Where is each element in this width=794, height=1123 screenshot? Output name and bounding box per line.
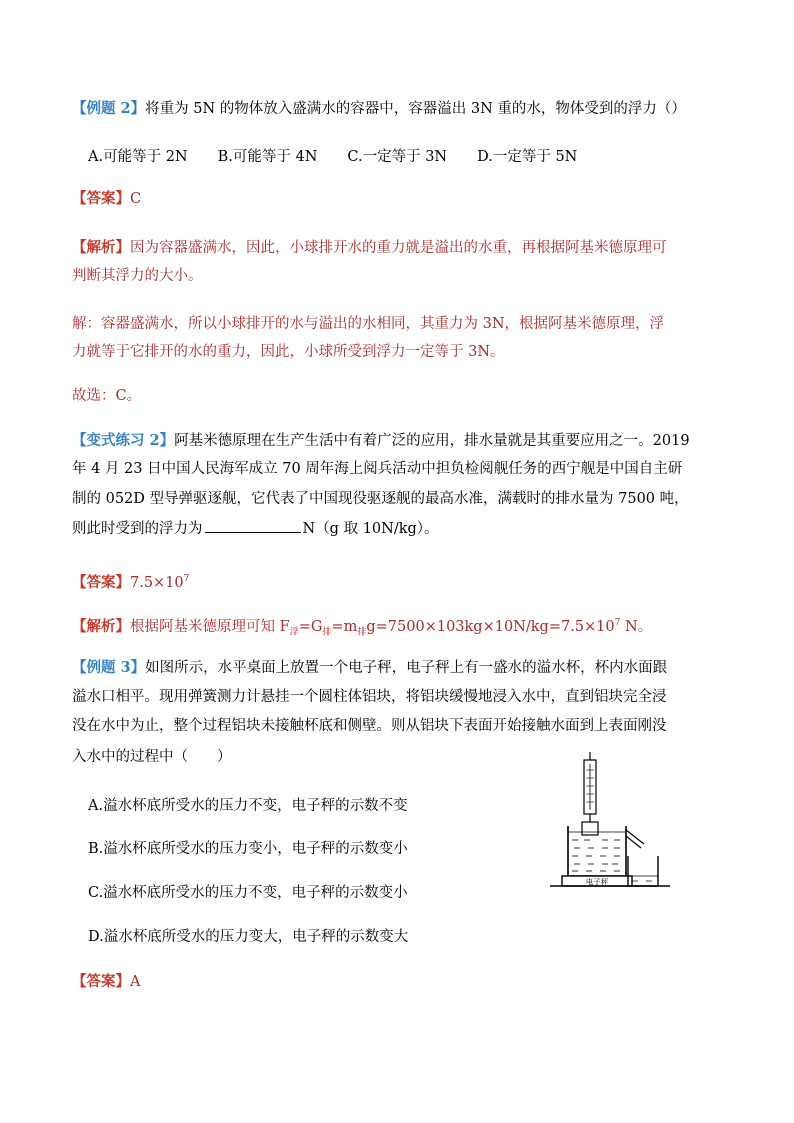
example3-option-c: C.溢水杯底所受水的压力不变，电子秤的示数变小 <box>88 885 408 901</box>
example2-options <box>88 146 607 168</box>
variant2-line2: 年 4 月 23 日中国人民海军成立 70 周年海上阅兵活动中担负检阅舰任务的西宁舰是中国自主研 <box>72 461 683 477</box>
variant2-label: 【变式练习 2】 <box>72 432 175 449</box>
variant2-eq-m: =m <box>331 618 358 635</box>
example2-solution-line1: 解：容器盛满水，所以小球排开的水与溢出的水相同，其重力为 3N，根据阿基米德原理，浮 <box>72 316 665 332</box>
example2-label: 【例题 2】 <box>72 100 146 117</box>
variant2-eq-g: =G <box>298 618 323 635</box>
example3-answer-label: 【答案】 <box>72 973 130 990</box>
variant2-sub-pai2: 排 <box>357 627 367 638</box>
variant2-text1: 阿基米德原理在生产生活中有着广泛的应用，排水量就是其重要应用之一。2019 <box>174 433 690 449</box>
variant2-answer <box>72 568 189 594</box>
example3-line2: 溢水口相平。现用弹簧测力计悬挂一个圆柱体铝块，将铝块缓慢地浸入水中，直到铝块完全浸 <box>72 689 667 705</box>
scale-label: 电子秤 <box>585 877 609 887</box>
example2-choose: 故选：C。 <box>72 388 142 404</box>
example3-label: 【例题 3】 <box>72 659 146 676</box>
spring-scale-icon <box>584 752 596 822</box>
example2-analysis-line2: 判断其浮力的大小。 <box>72 268 203 284</box>
example2-solution-line2: 力就等于它排开的水的重力，因此，小球所受到浮力一定等于 3N。 <box>72 344 505 360</box>
variant2-eq-rest: g=7500×103kg×10N/kg=7.5×10 <box>366 618 615 635</box>
example2-option-b: B.可能等于 4N <box>217 149 318 165</box>
variant2-answer-label: 【答案】 <box>72 573 130 591</box>
variant2-line4 <box>72 518 439 540</box>
example3-text1: 如图所示，水平桌面上放置一个电子秤，电子秤上有一盛水的溢水杯，杯内水面跟 <box>145 660 668 676</box>
variant2-text4-post: N（g 取 10N/kg）。 <box>302 521 439 537</box>
fill-in-blank <box>205 518 301 533</box>
overflow-cup-diagram <box>548 752 672 892</box>
variant2-sub-float: 浮 <box>289 627 299 638</box>
variant2-line3: 制的 052D 型导弹驱逐舰，它代表了中国现役驱逐舰的最高水准，满载时的排水量为 7500 吨， <box>72 491 689 507</box>
variant2-sub-pai1: 排 <box>322 627 332 638</box>
variant2-line1 <box>72 430 690 452</box>
variant2-analysis-label: 【解析】 <box>72 617 130 635</box>
variant2-answer-base: 7.5×10 <box>130 574 184 591</box>
example2-option-c: C.一定等于 3N <box>347 149 448 165</box>
example2-analysis-label: 【解析】 <box>72 239 130 256</box>
overflow-cup-icon <box>568 826 644 876</box>
variant2-analysis-pre: 根据阿基米德原理可知 F <box>130 618 290 635</box>
example2-answer <box>72 188 141 210</box>
example2-answer-value: C <box>130 191 142 207</box>
example2-analysis-text1: 因为容器盛满水，因此，小球排开水的重力就是溢出的水重，再根据阿基米德原理可 <box>130 240 667 256</box>
example3-line3: 没在水中为止，整个过程铝块未接触杯底和侧壁。则从铝块下表面开始接触水面到上表面刚没 <box>72 718 667 734</box>
example3-option-b: B.溢水杯底所受水的压力变小，电子秤的示数变小 <box>88 841 408 857</box>
example2-option-a: A.可能等于 2N <box>88 149 188 165</box>
example2-answer-label: 【答案】 <box>72 190 130 207</box>
example2-option-d: D.一定等于 5N <box>477 149 578 165</box>
variant2-analysis <box>72 612 652 644</box>
example3-option-a: A.溢水杯底所受水的压力不变，电子秤的示数不变 <box>88 798 408 814</box>
variant2-exp: 7 <box>614 618 621 628</box>
example2-question-text: 将重为 5N 的物体放入盛满水的容器中，容器溢出 3N 重的水，物体受到的浮力（） <box>145 101 686 117</box>
example3-line1 <box>72 657 667 679</box>
aluminum-block <box>582 822 598 835</box>
example3-answer-value: A <box>130 974 141 990</box>
variant2-text4-pre: 则此时受到的浮力为 <box>72 521 203 537</box>
example3-option-d: D.溢水杯底所受水的压力变大，电子秤的示数变大 <box>88 929 409 945</box>
example2-question <box>72 98 686 120</box>
example2-analysis-line1 <box>72 237 667 259</box>
example3-line4: 入水中的过程中（ ） <box>72 749 232 765</box>
example3-answer <box>72 971 140 993</box>
variant2-unit: N。 <box>620 618 653 635</box>
variant2-answer-exp: 7 <box>183 574 190 584</box>
